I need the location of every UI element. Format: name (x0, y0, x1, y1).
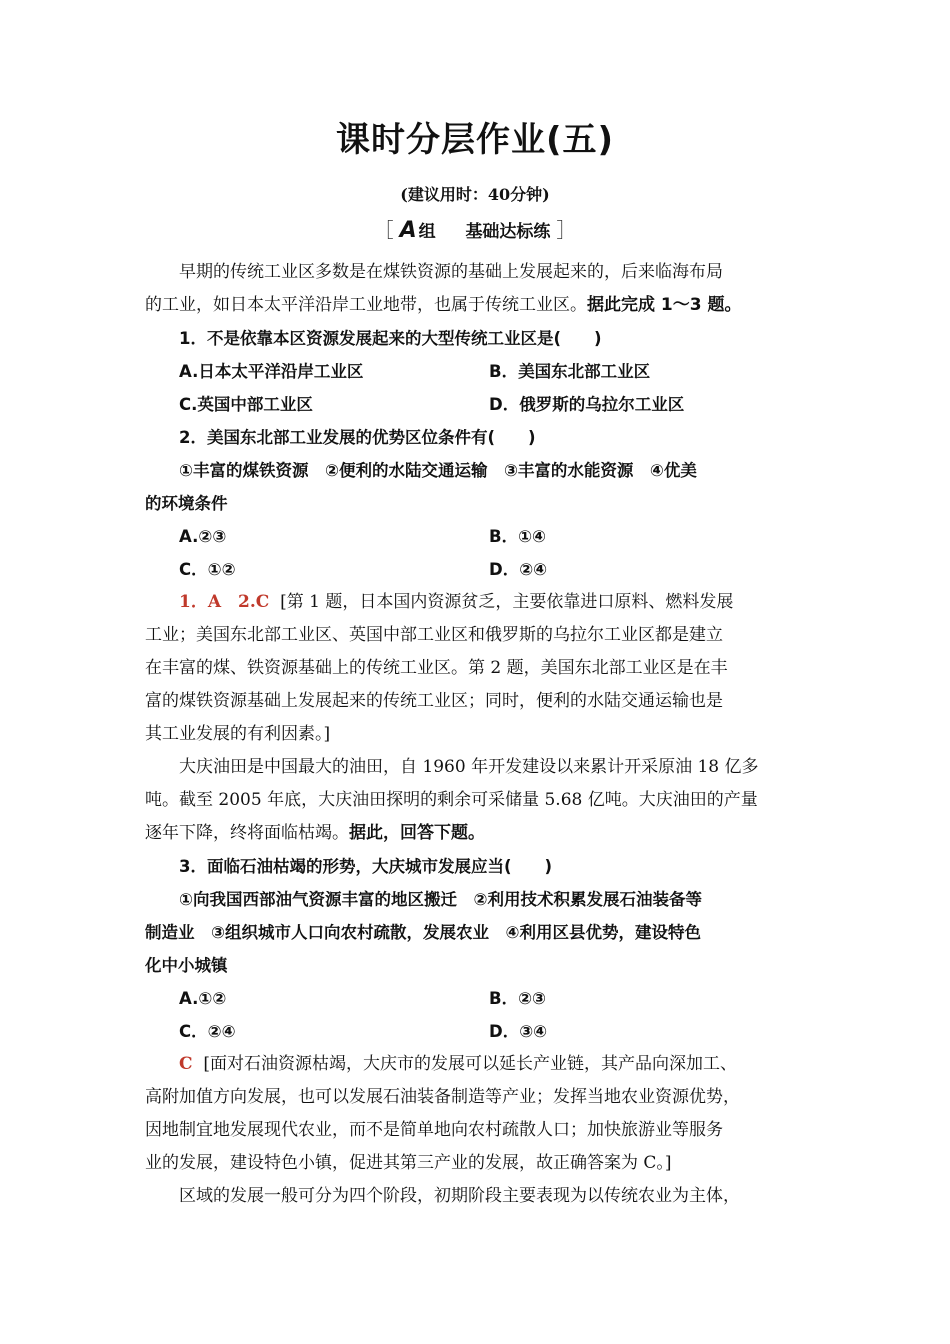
question-2-option-d: D．②④ (489, 560, 548, 579)
question-2-items-line1: ①丰富的煤铁资源 ②便利的水陆交通运输 ③丰富的水能资源 ④优美 (179, 461, 697, 480)
question-3-items-line1: ①向我国西部油气资源丰富的地区搬迁 ②利用技术积累发展石油装备等 (179, 890, 702, 909)
question-2-options-row1 (145, 520, 810, 553)
group-bracket-right: ］ (556, 218, 577, 242)
question-3-items-line2: 制造业 ③组织城市人口向农村疏散，发展农业 ④利用区县优势，建设特色 (145, 923, 701, 942)
group-name: 基础达标练 (465, 222, 551, 242)
question-1-stem: 1．不是依靠本区资源发展起来的大型传统工业区是( ) (179, 329, 602, 348)
answer-3-line4: 业的发展，建设特色小镇，促进其第三产业的发展，故正确答案为 C。] (145, 1153, 672, 1173)
question-3-option-a: A.①② (179, 989, 227, 1008)
answer-1-2-line3: 在丰富的煤、铁资源基础上的传统工业区。第 2 题，美国东北部工业区是在丰 (145, 658, 728, 678)
answer-1-2-text-line1: [第 1 题，日本国内资源贫乏，主要依靠进口原料、燃料发展 (280, 592, 734, 612)
group-bracket-left: ［ (373, 218, 394, 242)
question-1-option-b: B．美国东北部工业区 (489, 362, 651, 381)
passage1-instruction: 据此完成 1～3 题。 (587, 295, 742, 315)
passage2-line3a: 逐年下降，终将面临枯竭。 (145, 823, 349, 843)
question-2-option-b: B．①④ (489, 527, 547, 546)
answer-3-text-line1: [面对石油资源枯竭，大庆市的发展可以延长产业链，其产品向深加工、 (203, 1054, 737, 1074)
answer-1-2-line5: 其工业发展的有利因素。] (145, 724, 331, 744)
answer-3-line1 (145, 1048, 810, 1081)
question-3-option-c: C．②④ (179, 1022, 236, 1041)
passage1-line2 (145, 289, 810, 322)
passage2-line1: 大庆油田是中国最大的油田，自 1960 年开发建设以来累计开采原油 18 亿多 (179, 757, 759, 777)
passage2-line3 (145, 817, 810, 850)
group-letter: A (399, 218, 417, 243)
answer-1-2-line1 (145, 586, 810, 619)
answer-1-2-label: 1．A 2.C (179, 592, 270, 612)
passage2-line2: 吨。截至 2005 年底，大庆油田探明的剩余可采储量 5.68 亿吨。大庆油田的产量 (145, 790, 758, 810)
answer-1-2-line2: 工业；美国东北部工业区、英国中部工业区和俄罗斯的乌拉尔工业区都是建立 (145, 625, 723, 645)
question-2-option-c: C．①② (179, 560, 236, 579)
content-body (145, 256, 810, 1213)
answer-3-line3: 因地制宜地发展现代农业，而不是简单地向农村疏散人口；加快旅游业等服务 (145, 1120, 723, 1140)
passage3-line1: 区域的发展一般可分为四个阶段，初期阶段主要表现为以传统农业为主体， (179, 1186, 740, 1206)
question-2-option-a: A.②③ (179, 527, 227, 546)
question-1-options-row2 (145, 388, 810, 421)
group-heading (0, 214, 950, 243)
answer-1-2-line4: 富的煤铁资源基础上发展起来的传统工业区；同时，便利的水陆交通运输也是 (145, 691, 723, 711)
question-2-stem: 2．美国东北部工业发展的优势区位条件有( ) (179, 428, 536, 447)
question-1-option-d: D．俄罗斯的乌拉尔工业区 (489, 395, 685, 414)
group-label: 组 (418, 222, 436, 242)
answer-3-label: C (179, 1054, 193, 1074)
question-2-items-line2: 的环境条件 (145, 494, 228, 513)
question-3-options-row1 (145, 982, 810, 1015)
passage2-instruction: 据此，回答下题。 (349, 823, 485, 843)
question-3-options-row2 (145, 1015, 810, 1048)
passage1-line1: 早期的传统工业区多数是在煤铁资源的基础上发展起来的，后来临海布局 (179, 262, 723, 282)
question-2-options-row2 (145, 553, 810, 586)
question-1-option-c: C.英国中部工业区 (179, 395, 313, 414)
passage1-line2a: 的工业，如日本太平洋沿岸工业地带，也属于传统工业区。 (145, 295, 587, 315)
suggested-time: (建议用时：40分钟) (400, 185, 550, 204)
question-3-option-b: B．②③ (489, 989, 547, 1008)
question-3-option-d: D．③④ (489, 1022, 548, 1041)
page-title: 课时分层作业(五) (335, 120, 615, 160)
question-1-options-row1 (145, 355, 810, 388)
question-3-items-line3: 化中小城镇 (145, 956, 228, 975)
question-1-option-a: A.日本太平洋沿岸工业区 (179, 362, 364, 381)
question-3-stem: 3．面临石油枯竭的形势，大庆城市发展应当( ) (179, 857, 553, 876)
answer-3-line2: 高附加值方向发展，也可以发展石油装备制造等产业；发挥当地农业资源优势， (145, 1087, 740, 1107)
